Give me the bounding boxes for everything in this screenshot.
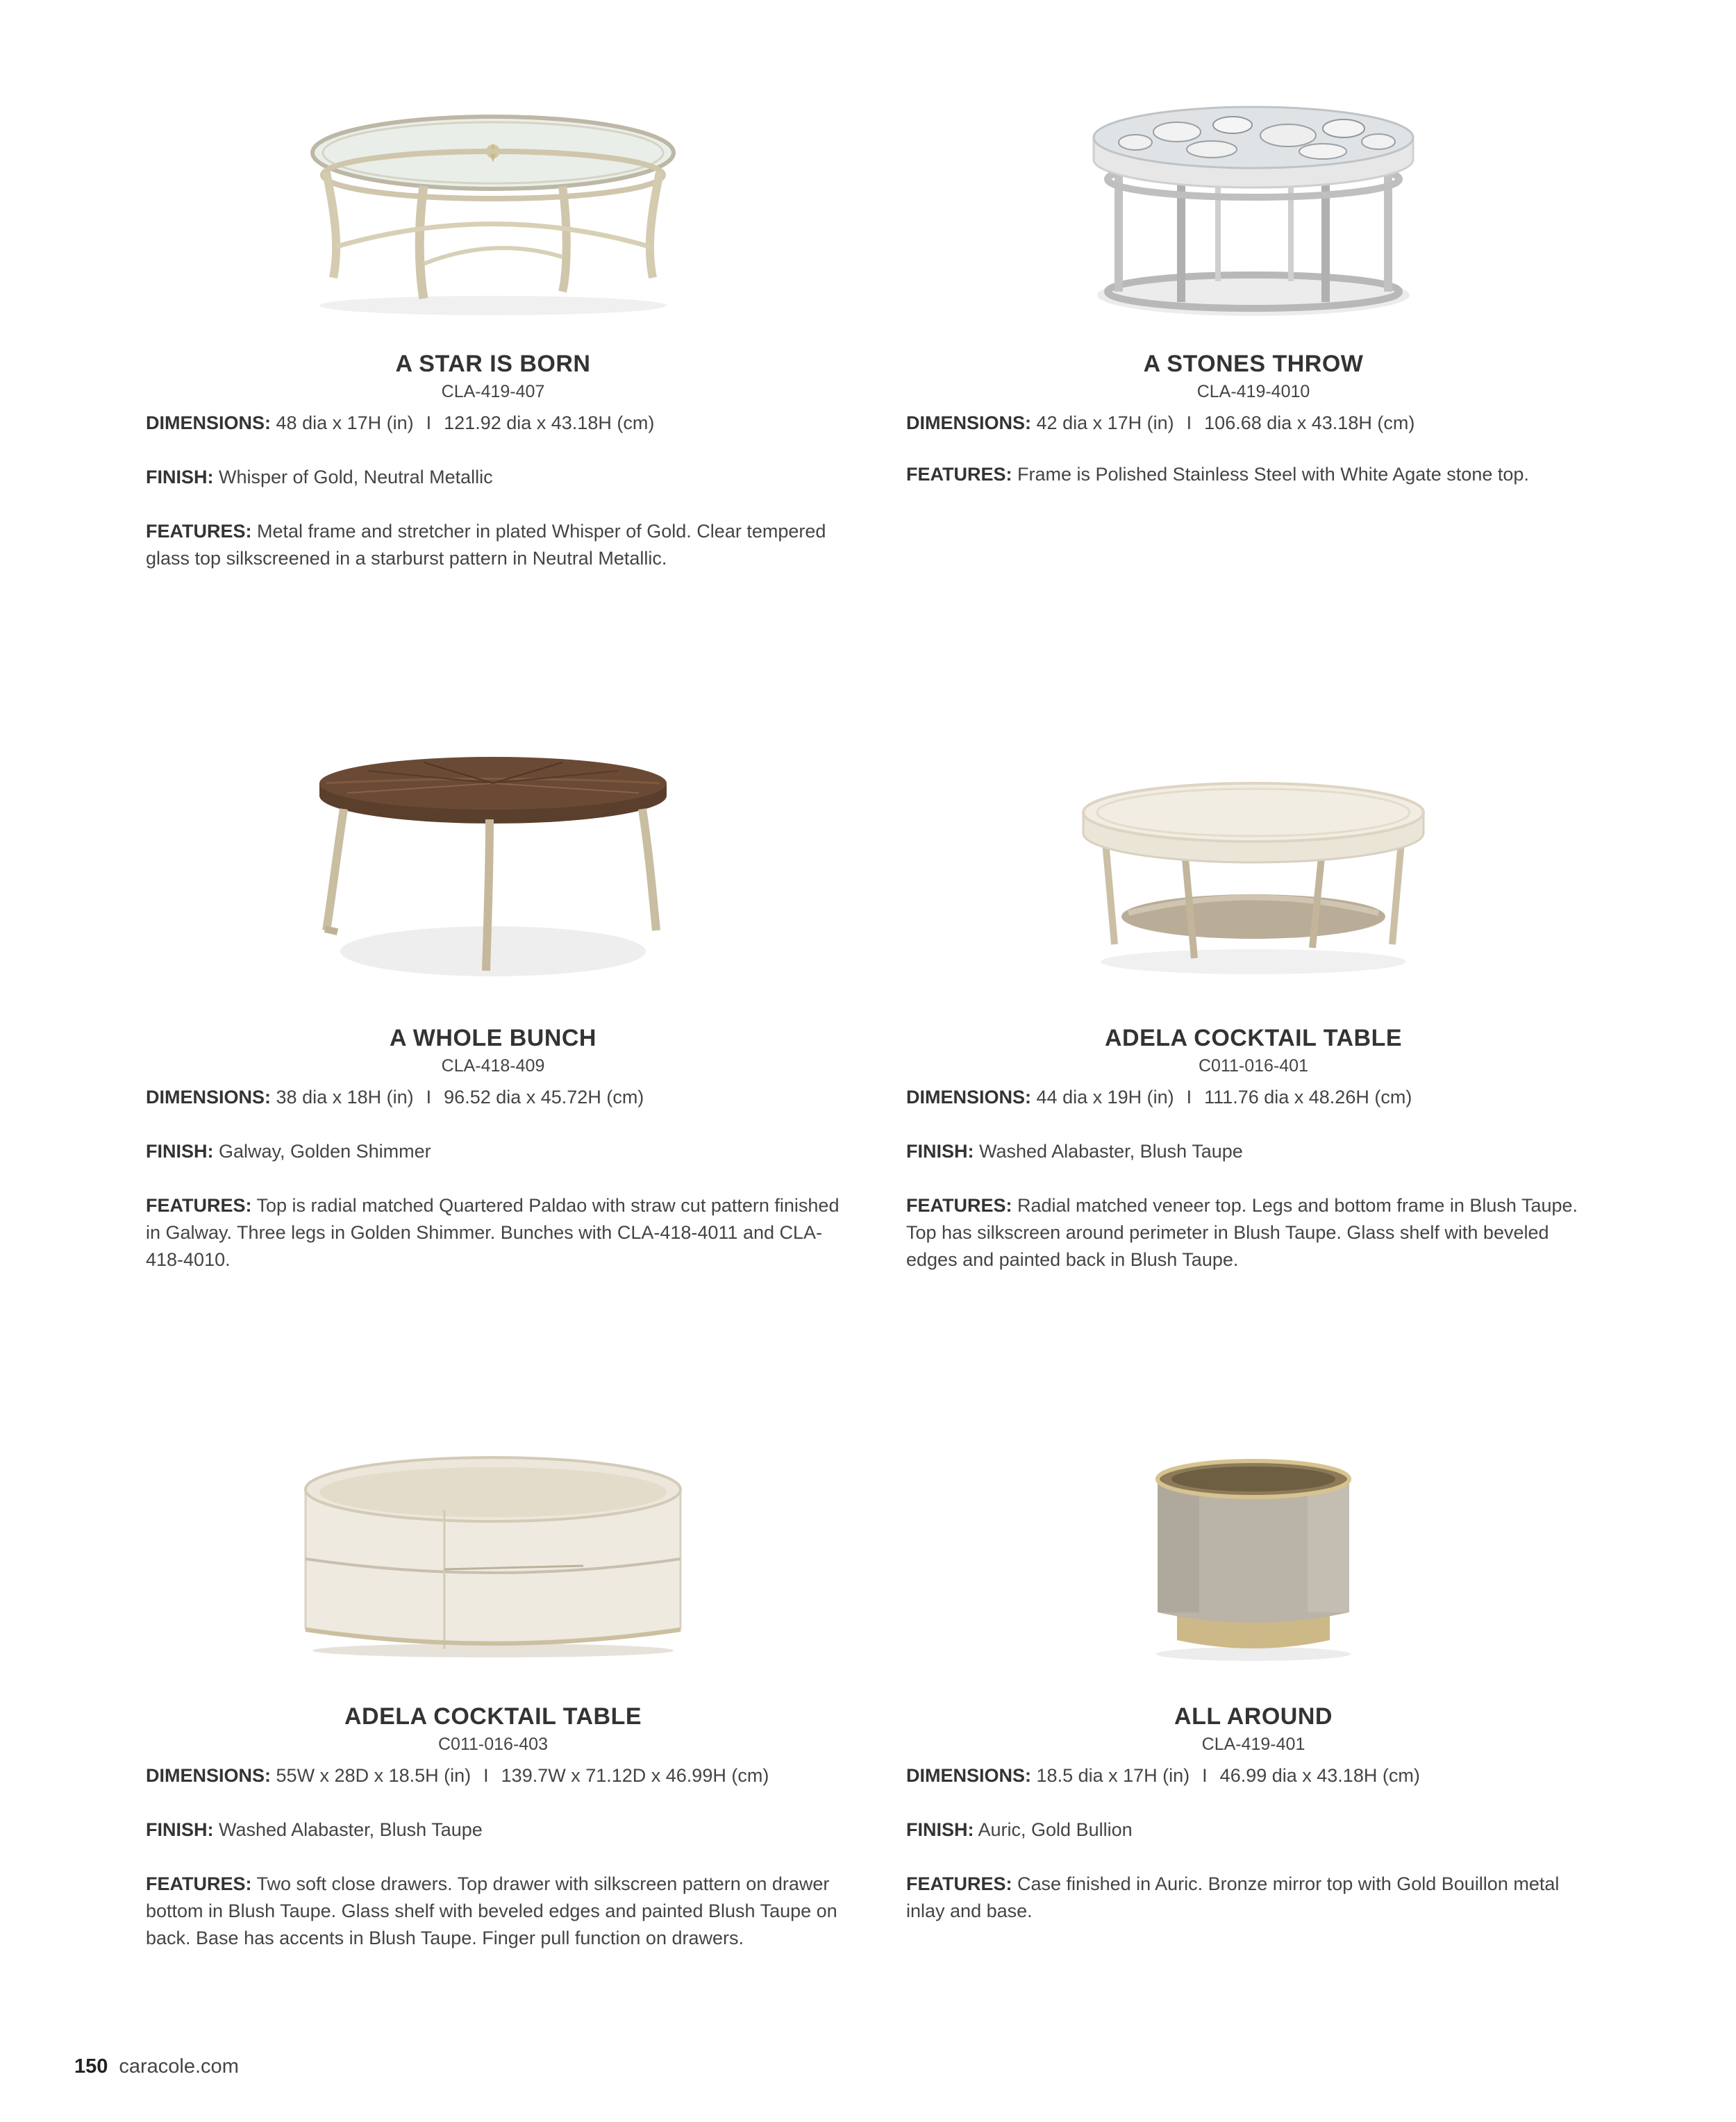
finish-label: FINISH: [906,1141,974,1162]
dimensions-label: DIMENSIONS: [146,412,272,433]
wood-top-three-leg-table-icon [306,750,681,986]
dimensions-separator: I [1202,1765,1208,1786]
product-name: A STAR IS BORN [395,351,591,377]
finish-value: Whisper of Gold, Neutral Metallic [219,467,493,487]
features-line [146,1192,840,1273]
product-photo [146,1448,840,1684]
round-glass-coffee-table-icon [299,97,687,319]
features-line [906,461,1601,488]
finish-value: Auric, Gold Bullion [978,1819,1133,1840]
features-line [146,1871,840,1952]
dimensions-line [906,1084,1601,1111]
features-label: FEATURES: [906,464,1012,485]
finish-label: FINISH: [146,1141,214,1162]
dimensions-label: DIMENSIONS: [146,1765,272,1786]
dimensions-line [146,1762,840,1789]
finish-label: FINISH: [906,1819,974,1840]
features-line [146,518,840,572]
dimensions-label: DIMENSIONS: [906,1087,1032,1108]
dimensions-label: DIMENSIONS: [906,412,1032,433]
features-value: Frame is Polished Stainless Steel with White Agate stone top. [1017,464,1529,485]
product-photo [906,1451,1601,1687]
dimensions-inches: 18.5 dia x 17H (in) [1036,1765,1190,1786]
features-label: FEATURES: [906,1873,1012,1894]
dimensions-line [906,410,1601,437]
dimensions-cm: 139.7W x 71.12D x 46.99H (cm) [501,1765,769,1786]
dimensions-separator: I [483,1765,489,1786]
product-name: ALL AROUND [1174,1703,1333,1730]
features-line [906,1192,1601,1273]
dimensions-separator: I [1186,1087,1192,1108]
dimensions-inches: 38 dia x 18H (in) [276,1087,414,1108]
agate-top-drum-table-icon [1073,97,1434,319]
product-name: ADELA COCKTAIL TABLE [344,1703,642,1730]
features-value: Top is radial matched Quartered Paldao with straw cut pattern finished in Galway. Three legs in Golden Shimmer. Bunches with CLA-418-4011 and CLA-418-4010. [146,1195,840,1270]
dimensions-label: DIMENSIONS: [906,1765,1032,1786]
dimensions-cm: 96.52 dia x 45.72H (cm) [444,1087,644,1108]
dimensions-inches: 44 dia x 19H (in) [1036,1087,1174,1108]
dimensions-label: DIMENSIONS: [146,1087,272,1108]
product-sku: CLA-419-401 [1201,1735,1305,1754]
round-cocktail-table-with-shelf-icon [1073,778,1434,979]
oval-drawer-cocktail-table-icon [292,1448,694,1663]
finish-line [146,1138,840,1165]
product-sku: C011-016-401 [1199,1056,1308,1076]
finish-value: Galway, Golden Shimmer [219,1141,431,1162]
product-photo [146,97,840,333]
features-label: FEATURES: [146,1873,252,1894]
features-value: Metal frame and stretcher in plated Whisper of Gold. Clear tempered glass top silkscreened in a starburst pattern in Neutral Metallic. [146,521,826,569]
product-name: A STONES THROW [1143,351,1364,377]
product-sku: C011-016-403 [438,1735,548,1754]
product-name: ADELA COCKTAIL TABLE [1104,1025,1403,1051]
features-label: FEATURES: [146,521,252,542]
features-label: FEATURES: [146,1195,252,1216]
product-photo [146,750,840,986]
dimensions-cm: 111.76 dia x 48.26H (cm) [1204,1087,1412,1108]
finish-line [146,464,840,491]
dimensions-cm: 46.99 dia x 43.18H (cm) [1219,1765,1420,1786]
product-photo [906,778,1601,1014]
finish-value: Washed Alabaster, Blush Taupe [219,1819,483,1840]
features-value: Case finished in Auric. Bronze mirror top with Gold Bouillon metal inlay and base. [906,1873,1560,1921]
dimensions-cm: 106.68 dia x 43.18H (cm) [1204,412,1415,433]
dimensions-separator: I [426,412,432,433]
page-footer [74,2055,239,2078]
dimensions-inches: 55W x 28D x 18.5H (in) [276,1765,471,1786]
finish-line [906,1138,1601,1165]
features-line [906,1871,1601,1925]
dimensions-line [146,1084,840,1111]
metal-drum-side-table-icon [1149,1451,1358,1666]
features-value: Radial matched veneer top. Legs and bottom frame in Blush Taupe. Top has silkscreen around perimeter in Blush Taupe. Glass shelf with beveled edges and painted back in Blush Taupe. [906,1195,1578,1270]
site-url[interactable]: caracole.com [119,2055,239,2078]
finish-line [906,1816,1601,1844]
dimensions-line [906,1762,1601,1789]
product-sku: CLA-419-407 [441,382,545,401]
features-label: FEATURES: [906,1195,1012,1216]
product-name: A WHOLE BUNCH [390,1025,596,1051]
features-value: Two soft close drawers. Top drawer with silkscreen pattern on drawer bottom in Blush Taupe. Glass shelf with beveled edges and painted Blush Taupe on back. Base has accents in Blush Taupe. Finger pull function on drawers. [146,1873,837,1948]
page-number: 150 [74,2055,108,2078]
finish-line [146,1816,840,1844]
product-sku: CLA-418-409 [441,1056,545,1076]
dimensions-inches: 48 dia x 17H (in) [276,412,414,433]
finish-value: Washed Alabaster, Blush Taupe [979,1141,1243,1162]
dimensions-separator: I [1186,412,1192,433]
dimensions-inches: 42 dia x 17H (in) [1036,412,1174,433]
dimensions-cm: 121.92 dia x 43.18H (cm) [444,412,655,433]
product-photo [906,97,1601,333]
dimensions-line [146,410,840,437]
finish-label: FINISH: [146,467,214,487]
product-sku: CLA-419-4010 [1196,382,1310,401]
dimensions-separator: I [426,1087,432,1108]
finish-label: FINISH: [146,1819,214,1840]
